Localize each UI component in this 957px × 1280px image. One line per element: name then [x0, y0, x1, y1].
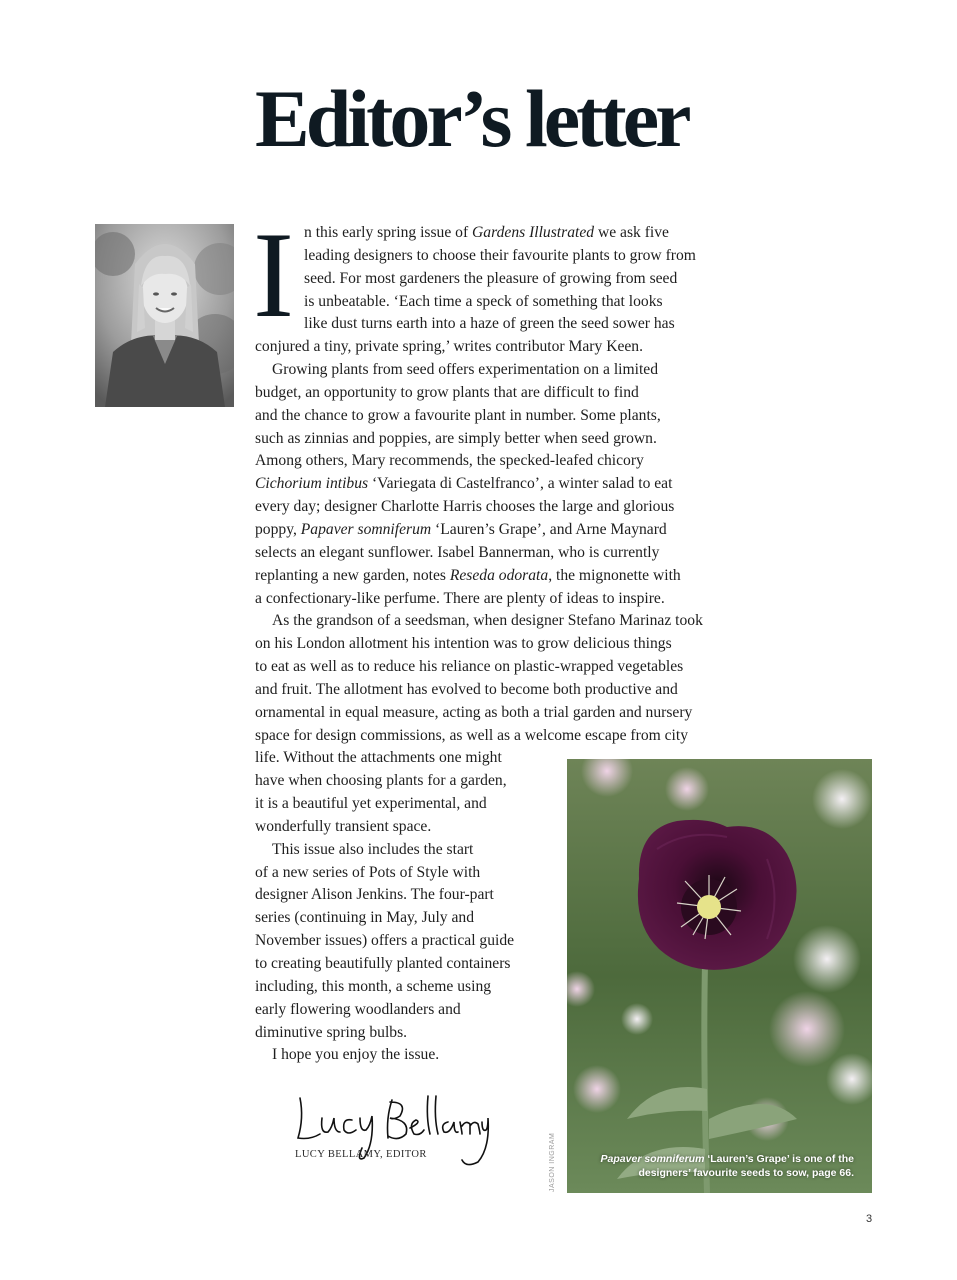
letter-line — [255, 268, 730, 291]
line-text: ornamental in equal measure, acting as both a trial garden and nursery — [255, 703, 693, 721]
line-text: it is a beautiful yet experimental, and — [255, 795, 487, 813]
letter-line — [255, 610, 730, 633]
line-text: replanting a new garden, notes — [255, 566, 450, 584]
line-text: , the mignonette with — [548, 566, 681, 584]
signature-name: LUCY BELLAMY, EDITOR — [295, 1149, 427, 1160]
page-title: Editor’s letter — [255, 73, 688, 164]
line-text: diminutive spring bulbs. — [255, 1023, 408, 1041]
letter-line — [255, 336, 730, 359]
letter-line — [255, 359, 730, 382]
line-text: life. Without the attachments one might — [255, 749, 502, 767]
letter-line — [255, 291, 730, 314]
line-text: such as zinnias and poppies, are simply better when seed grown. — [255, 429, 657, 447]
line-text: is unbeatable. ‘Each time a speck of something that looks — [304, 292, 663, 310]
letter-line — [255, 565, 730, 588]
page-number: 3 — [866, 1213, 873, 1225]
letter-line — [255, 542, 730, 565]
letter-line — [255, 633, 730, 656]
line-text: wonderfully transient space. — [255, 817, 432, 835]
line-text: budget, an opportunity to grow plants that are difficult to find — [255, 383, 639, 401]
line-text: Among others, Mary recommends, the specked-leafed chicory — [255, 452, 644, 470]
line-text: ‘Lauren’s Grape’, and Arne Maynard — [431, 520, 667, 538]
line-text: to eat as well as to reduce his reliance on plastic-wrapped vegetables — [255, 658, 684, 676]
line-text: early flowering woodlanders and — [255, 1000, 461, 1018]
line-text: seed. For most gardeners the pleasure of growing from seed — [304, 269, 678, 287]
line-text: conjured a tiny, private spring,’ writes contributor Mary Keen. — [255, 338, 643, 356]
line-text: we ask five — [594, 224, 669, 241]
letter-line — [255, 473, 730, 496]
letter-line — [255, 656, 730, 679]
letter-line — [255, 679, 730, 702]
line-text: and the chance to grow a favourite plant in number. Some plants, — [255, 406, 661, 424]
poppy-photo — [567, 759, 872, 1193]
letter-line — [255, 588, 730, 611]
photo-caption — [594, 1152, 854, 1180]
line-text: poppy, — [255, 520, 301, 538]
italic-text: Reseda odorata — [449, 566, 549, 584]
letter-line — [255, 450, 730, 473]
letter-line — [255, 382, 730, 405]
line-text: on his London allotment his intention was to grow delicious things — [255, 635, 672, 653]
line-text: and fruit. The allotment has evolved to become both productive and — [255, 680, 678, 698]
letter-line — [255, 496, 730, 519]
line-text: designer Alison Jenkins. The four-part — [255, 886, 494, 904]
letter-line — [255, 405, 730, 428]
drop-cap: I — [253, 206, 294, 343]
letter-line — [255, 428, 730, 451]
line-text: like dust turns earth into a haze of green the seed sower has — [304, 315, 675, 333]
line-text: selects an elegant sunflower. Isabel Bannerman, who is currently — [255, 543, 660, 561]
letter-line — [255, 725, 730, 748]
italic-text: Cichorium intibus — [255, 475, 369, 493]
line-text: to creating beautifully planted containers — [255, 955, 511, 972]
line-text: leading designers to choose their favourite plants to grow from — [304, 246, 696, 264]
line-text: including, this month, a scheme using — [255, 977, 492, 995]
letter-line — [255, 519, 730, 542]
caption-text: ‘Lauren’s Grape’ is one of the designers’ favourite seeds to sow, page 66. — [638, 1153, 854, 1179]
line-text: I hope you enjoy the issue. — [272, 1046, 440, 1064]
line-text: November issues) offers a practical guide — [255, 932, 515, 950]
line-text: of a new series of Pots of Style with — [255, 863, 481, 881]
italic-text: Papaver somniferum — [300, 520, 432, 538]
line-text: Growing plants from seed offers experimentation on a limited — [272, 361, 658, 379]
letter-line — [255, 702, 730, 725]
letter-line — [255, 222, 730, 245]
line-text: n this early spring issue of — [304, 224, 473, 241]
line-text: ‘Variegata di Castelfranco’, a winter salad to eat — [368, 475, 673, 493]
line-text: As the grandson of a seedsman, when designer Stefano Marinaz took — [272, 612, 703, 630]
line-text: have when choosing plants for a garden, — [255, 772, 507, 790]
letter-line — [255, 245, 730, 268]
letter-line — [255, 313, 730, 336]
photo-credit: JASON INGRAM — [549, 1132, 556, 1192]
line-text: This issue also includes the start — [272, 840, 474, 858]
italic-text: Gardens Illustrated — [472, 224, 595, 241]
editor-portrait — [95, 224, 234, 407]
caption-species: Papaver somniferum — [600, 1153, 705, 1165]
line-text: series (continuing in May, July and — [255, 909, 474, 927]
line-text: space for design commissions, as well as a welcome escape from city — [255, 726, 689, 744]
line-text: a confectionary-like perfume. There are plenty of ideas to inspire. — [255, 589, 665, 607]
line-text: every day; designer Charlotte Harris chooses the large and glorious — [255, 498, 675, 516]
